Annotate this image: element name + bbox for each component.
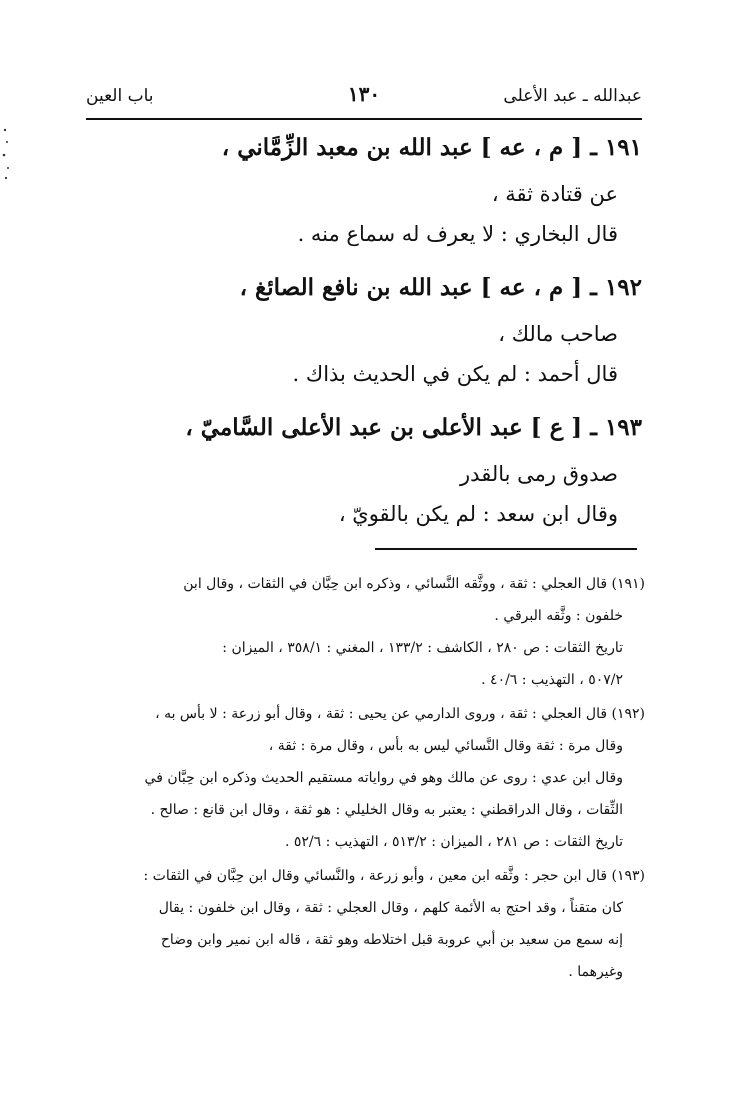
entry-193 (122, 402, 642, 534)
running-header (86, 82, 642, 118)
footnote-line: خلفون : وثَّقه البرقي . (494, 608, 623, 624)
footnote-line: كان متقناً ، وقد احتج به الأئمة كلهم ، وقال العجلي : ثقة ، وقال ابن خلفون : يقال (158, 900, 623, 916)
footnote-line: تاريخ الثقات : ص ٢٨٠ ، الكاشف : ١٣٣/٢ ، المغني : ٣٥٨/١ ، الميزان : (222, 640, 623, 656)
entry-line: عن قتادة ثقة ، (491, 182, 618, 206)
header-chapter-title: باب العين (86, 86, 154, 106)
margin-specks (2, 120, 16, 190)
page-number: ١٣٠ (347, 82, 381, 106)
entry-heading: ١٩٣ ـ [ ع ] عبد الأعلى بن عبد الأعلى السَّاميّ ، (185, 414, 642, 441)
entry-line: وقال ابن سعد : لم يكن بالقويّ ، (338, 502, 618, 526)
footnote-line: (١٩٣) قال ابن حجر : وثَّقه ابن معين ، وأبو زرعة ، والنَّسائي وقال ابن حِبَّان في الثقات : (143, 868, 645, 884)
entry-heading: ١٩١ ـ [ م ، عه ] عبد الله بن معبد الزِّمَّاني ، (221, 134, 642, 161)
entry-heading: ١٩٢ ـ [ م ، عه ] عبد الله بن نافع الصائغ ، (239, 274, 642, 301)
entry-line: قال أحمد : لم يكن في الحديث بذاك . (292, 362, 618, 386)
main-entries (122, 122, 642, 542)
entry-line: قال البخاري : لا يعرف له سماع منه . (297, 222, 618, 246)
footnote-line: وقال مرة : ثقة وقال النَّسائي ليس به بأس ، وقال مرة : ثقة ، (268, 738, 623, 754)
footnotes (90, 568, 645, 988)
entry-line: صدوق رمى بالقدر (460, 462, 618, 486)
header-section-title: عبدالله ـ عبد الأعلى (503, 86, 642, 106)
footnote-line: الثِّقات ، وقال الدراقطني : يعتبر به وقال الخليلي : هو ثقة ، وقال ابن قانع : صالح . (150, 802, 623, 818)
footnote-line: وقال ابن عدي : روى عن مالك وهو في رواياته مستقيم الحديث وذكره ابن حِبَّان في (144, 770, 623, 786)
footnote-line: تاريخ الثقات : ص ٢٨١ ، الميزان : ٥١٣/٢ ، التهذيب : ٥٢/٦ . (284, 834, 623, 850)
footnote-line: ٥٠٧/٢ ، التهذيب : ٤٠/٦ . (481, 672, 623, 688)
footnote-line: (١٩٢) قال العجلي : ثقة ، وروى الدارمي عن يحيى : ثقة ، وقال أبو زرعة : لا بأس به ، (155, 706, 645, 722)
entry-191 (122, 122, 642, 254)
entry-line: صاحب مالك ، (498, 322, 618, 346)
entry-192 (122, 262, 642, 394)
footnote-line: إنه سمع من سعيد بن أبي عروبة قبل اختلاطه وهو ثقة ، قاله ابن نمير وابن وضاح (160, 932, 623, 948)
footnote-rule (375, 548, 637, 550)
footnote-line: وغيرهما . (568, 964, 623, 980)
header-rule (86, 118, 642, 120)
footnote-line: (١٩١) قال العجلي : ثقة ، ووثَّقه النَّسائي ، وذكره ابن حِبَّان في الثقات ، وقال ابن (183, 576, 645, 592)
